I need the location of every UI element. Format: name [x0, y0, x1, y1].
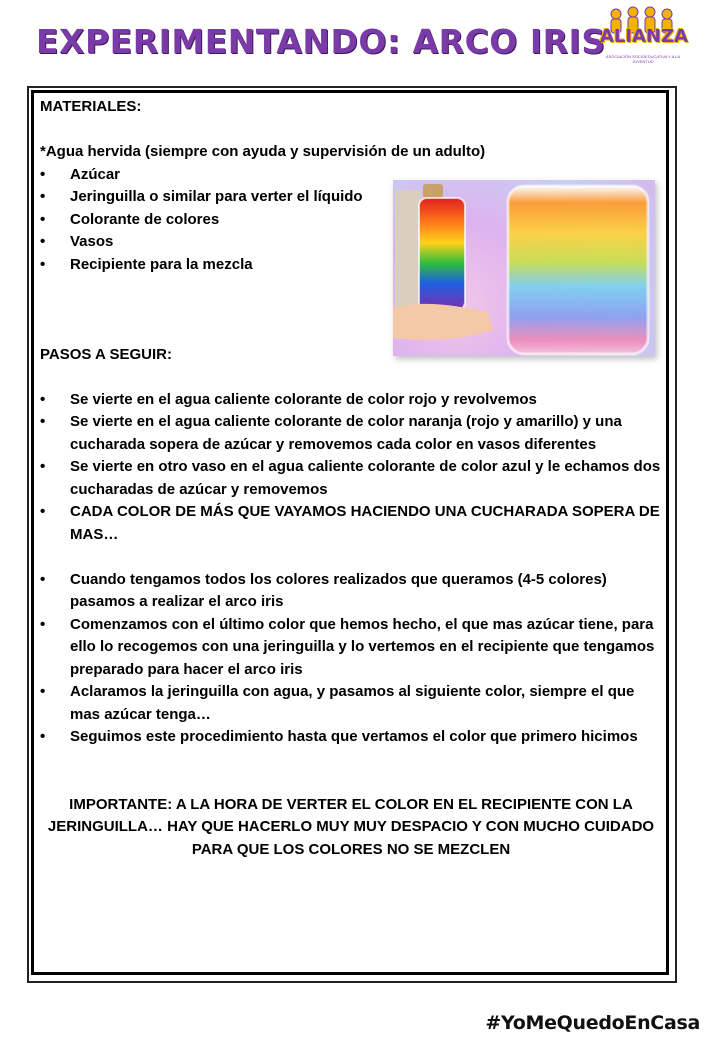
list-item: • Se vierte en otro vaso en el agua caliente colorante de color azul y le echamos dos cucharadas de azúcar y removemos — [40, 456, 662, 501]
page-title: EXPERIMENTANDO: ARCO IRIS — [36, 22, 606, 61]
steps-heading: PASOS A SEGUIR: — [40, 345, 172, 363]
list-item: • Seguimos este procedimiento hasta que vertamos el color que primero hicimos — [40, 726, 662, 749]
important-note: IMPORTANTE: A LA HORA DE VERTER EL COLOR EN EL RECIPIENTE CON LA JERINGUILLA… HAY QUE HACERLO MUY MUY DESPACIO Y CON MUCHO CUIDADO PARA QUE LOS COLORES NO SE MEZCLEN — [47, 795, 655, 858]
list-item: • Cuando tengamos todos los colores realizados que queramos (4-5 colores) pasamos a realizar el arco iris — [40, 569, 662, 614]
logo-text: ALIANZA — [600, 26, 689, 47]
list-item: • Recipiente para la mezcla — [40, 254, 662, 277]
logo-subtext: ASOCIACIÓN SOCIOEDUCATIVA Y A LA JUVENTUD — [605, 54, 681, 64]
materials-intro: *Agua hervida (siempre con ayuda y supervisión de un adulto) — [40, 143, 486, 160]
alianza-logo — [598, 6, 688, 70]
list-item: • Vasos — [40, 231, 662, 254]
document-body — [40, 96, 662, 861]
materials-list — [40, 164, 662, 277]
materials-heading: MATERIALES: — [40, 98, 142, 115]
list-item: • Se vierte en el agua caliente colorante de color rojo y revolvemos — [40, 389, 662, 412]
list-item: • Jeringuilla o similar para verter el líquido — [40, 186, 662, 209]
list-item: • Azúcar — [40, 164, 662, 187]
list-item: • Comenzamos con el último color que hemos hecho, el que mas azúcar tiene, para ello lo recogemos con una jeringuilla y lo vertemos en el recipiente que tengamos preparado para hacer el arco iris — [40, 614, 662, 682]
steps-list-2 — [40, 569, 662, 749]
list-item: • Se vierte en el agua caliente colorante de color naranja (rojo y amarillo) y una cucharada sopera de azúcar y removemos cada color en vasos diferentes — [40, 411, 662, 456]
list-item: • CADA COLOR DE MÁS QUE VAYAMOS HACIENDO UNA CUCHARADA SOPERA DE MAS… — [40, 501, 662, 546]
steps-list-1 — [40, 389, 662, 547]
list-item: • Colorante de colores — [40, 209, 662, 232]
list-item: • Aclaramos la jeringuilla con agua, y pasamos al siguiente color, siempre el que mas azúcar tenga… — [40, 681, 662, 726]
hashtag-footer: #YoMeQuedoEnCasa — [485, 1012, 700, 1034]
